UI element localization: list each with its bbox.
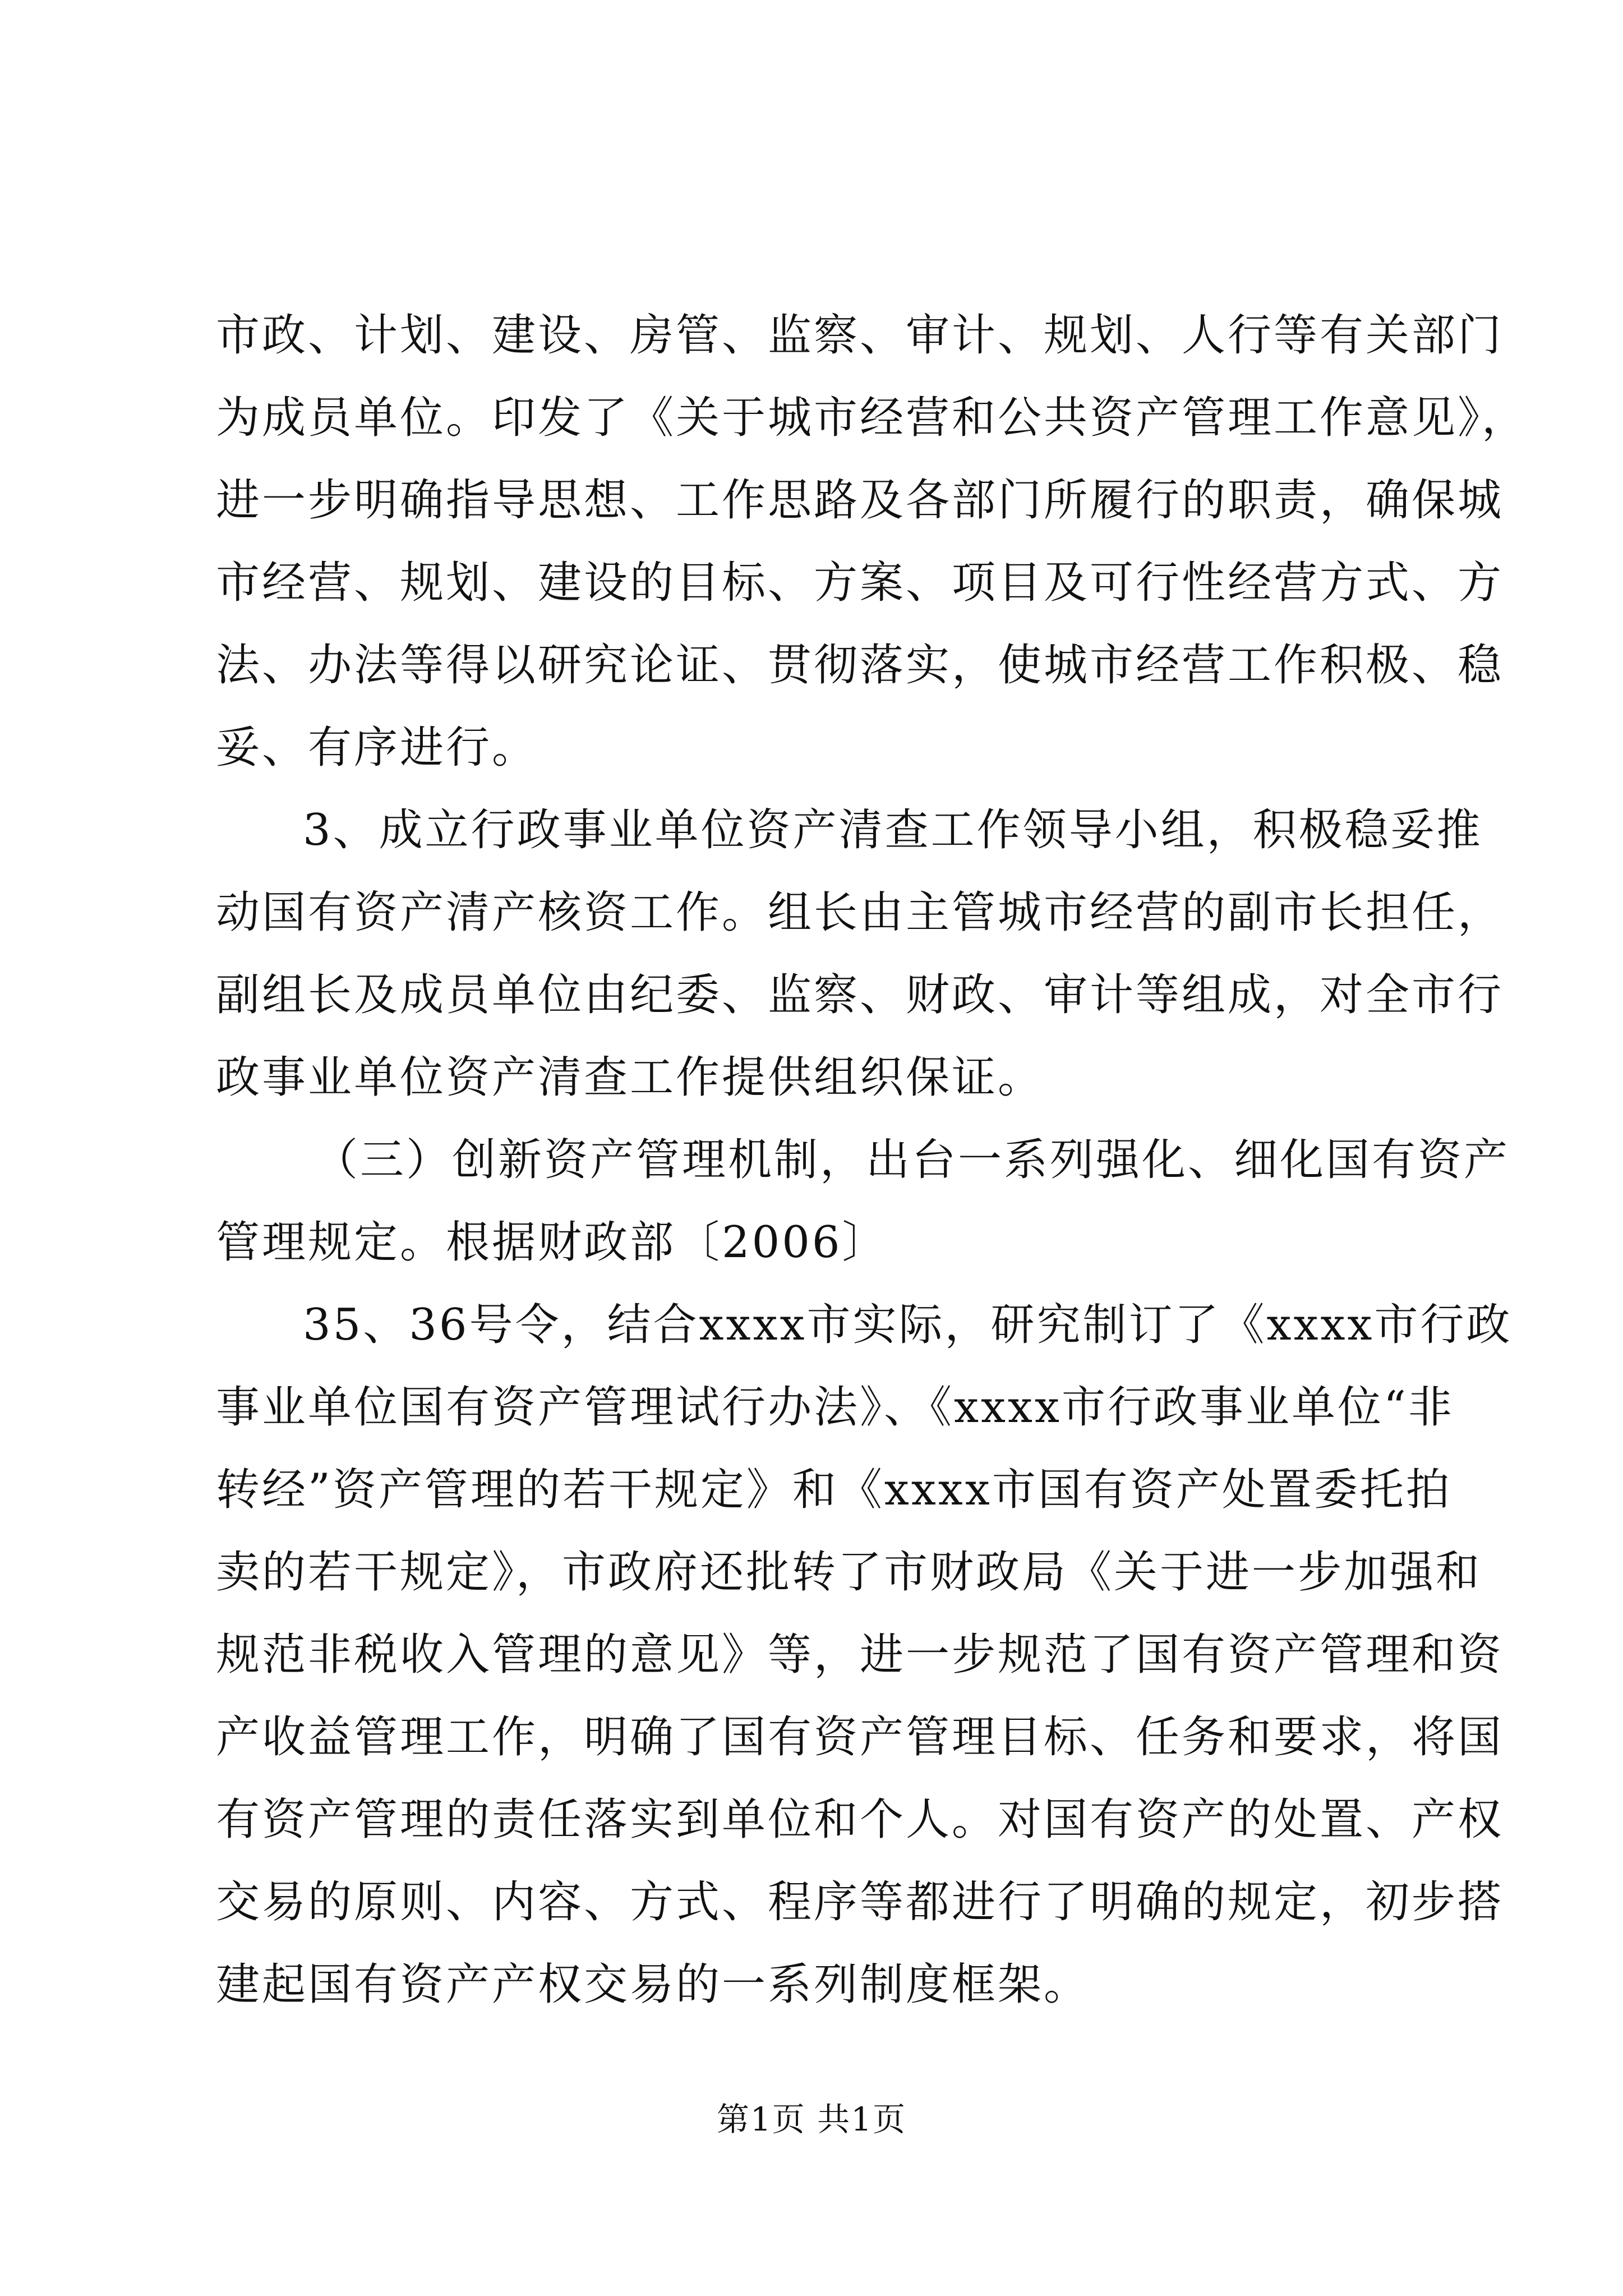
body-text-line: 管理规定。根据财政部〔2006〕 bbox=[216, 1217, 888, 1268]
body-text-line: 转经”资产管理的若干规定》和《xxxx市国有资产处置委托拍 bbox=[216, 1465, 1452, 1515]
body-text-line: 35、36号令，结合xxxx市实际，研究制订了《xxxx市行政 bbox=[303, 1300, 1513, 1350]
body-text-line: 市政、计划、建设、房管、监察、审计、规划、人行等有关部门 bbox=[216, 310, 1504, 361]
body-text-line: 3、成立行政事业单位资产清查工作领导小组，积极稳妥推 bbox=[303, 805, 1483, 855]
body-text-line: 进一步明确指导思想、工作思路及各部门所履行的职责，确保城 bbox=[216, 475, 1504, 526]
body-text-line: 产收益管理工作，明确了国有资产管理目标、任务和要求，将国 bbox=[216, 1712, 1504, 1763]
page-number-footer: 第1页 共1页 bbox=[716, 2100, 907, 2138]
body-text-line: 交易的原则、内容、方式、程序等都进行了明确的规定，初步搭 bbox=[216, 1877, 1504, 1927]
body-text-line: 建起国有资产产权交易的一系列制度框架。 bbox=[216, 1959, 1090, 2010]
body-text-line: 规范非税收入管理的意见》等，进一步规范了国有资产管理和资 bbox=[216, 1630, 1504, 1680]
body-text-line: 副组长及成员单位由纪委、监察、财政、审计等组成，对全市行 bbox=[216, 970, 1504, 1020]
body-text-line: 动国有资产清产核资工作。组长由主管城市经营的副市长担任， bbox=[216, 887, 1504, 938]
body-text-line: 为成员单位。印发了《关于城市经营和公共资产管理工作意见》， bbox=[216, 393, 1528, 443]
body-text-line: 事业单位国有资产管理试行办法》、《xxxx市行政事业单位“非 bbox=[216, 1382, 1454, 1433]
body-text-line: 政事业单位资产清查工作提供组织保证。 bbox=[216, 1052, 1044, 1103]
body-text-line: 有资产管理的责任落实到单位和个人。对国有资产的处置、产权 bbox=[216, 1795, 1504, 1845]
section-heading-line: （三）创新资产管理机制，出台一系列强化、细化国有资产 bbox=[314, 1135, 1510, 1185]
body-text-line: 法、办法等得以研究论证、贯彻落实，使城市经营工作积极、稳 bbox=[216, 640, 1504, 691]
body-text-line: 妥、有序进行。 bbox=[216, 723, 538, 773]
body-text-line: 市经营、规划、建设的目标、方案、项目及可行性经营方式、方 bbox=[216, 558, 1504, 608]
body-text-line: 卖的若干规定》，市政府还批转了市财政局《关于进一步加强和 bbox=[216, 1547, 1482, 1598]
